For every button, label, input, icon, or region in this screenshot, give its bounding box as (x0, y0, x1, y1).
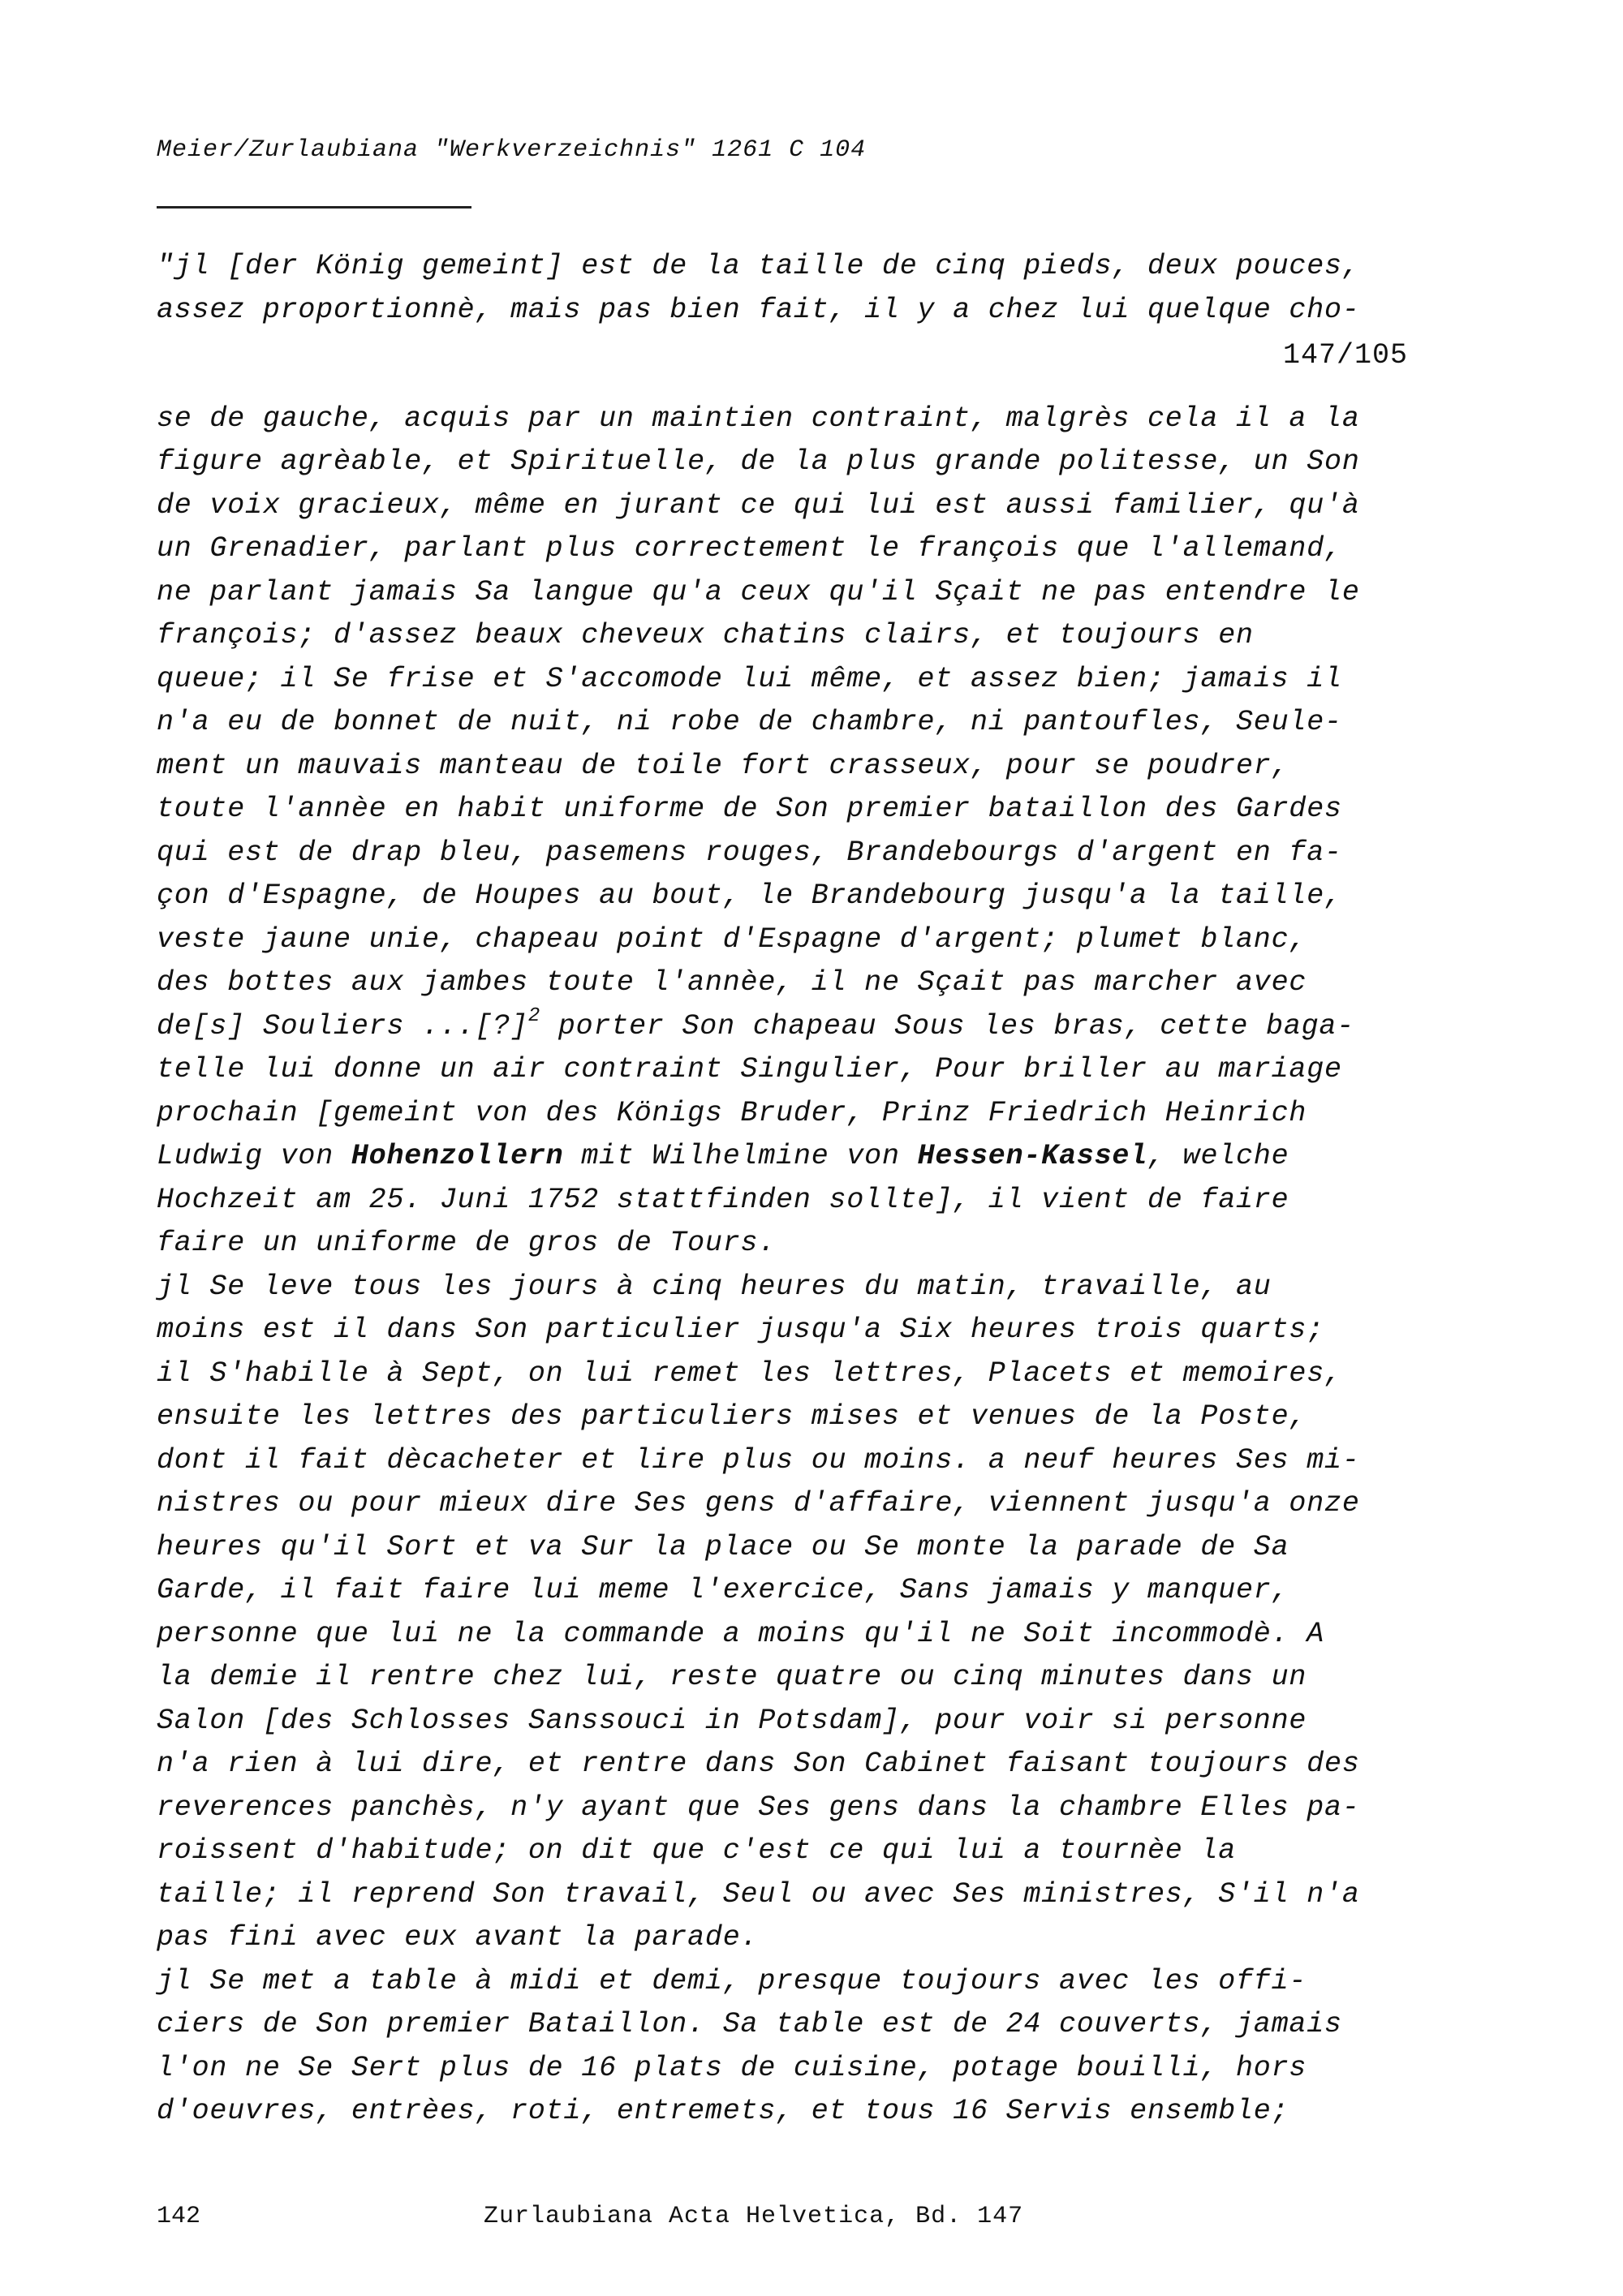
text-line: çon d'Espagne, de Houpes au bout, le Brandebourg jusqu'a la taille, (157, 879, 1342, 912)
text-segment: mit Wilhelmine von (563, 1140, 918, 1172)
bold-name: Hohenzollern (351, 1140, 564, 1172)
text-line: ment un mauvais manteau de toile fort crasseux, pour se poudrer, (157, 750, 1289, 782)
text-line: prochain [gemeint von des Königs Bruder, Prinz Friedrich Heinrich (157, 1097, 1307, 1129)
text-line: la demie il rentre chez lui, reste quatre ou cinq minutes dans un (157, 1661, 1307, 1693)
text-line: qui est de drap bleu, pasemens rouges, Brandebourgs d'argent en fa- (157, 836, 1342, 869)
text-segment: porter Son chapeau Sous les bras, cette baga- (540, 1010, 1355, 1043)
text-segment: de[s] Souliers ...[?] (157, 1010, 528, 1043)
text-line: telle lui donne un air contraint Singulier, Pour briller au mariage (157, 1053, 1342, 1086)
text-line: il S'habille à Sept, on lui remet les lettres, Placets et memoires, (157, 1357, 1342, 1390)
text-line: dont il fait dècacheter et lire plus ou moins. a neuf heures Ses mi- (157, 1444, 1360, 1477)
text-line: jl Se leve tous les jours à cinq heures du matin, travaille, au (157, 1271, 1272, 1303)
text-line: moins est il dans Son particulier jusqu'a Six heures trois quarts; (157, 1314, 1325, 1346)
text-line: n'a rien à lui dire, et rentre dans Son Cabinet faisant toujours des (157, 1748, 1360, 1780)
text-line: un Grenadier, parlant plus correctement le françois que l'allemand, (157, 532, 1342, 565)
text-line: roissent d'habitude; on dit que c'est ce qui lui a tournèe la (157, 1834, 1237, 1867)
text-line: veste jaune unie, chapeau point d'Espagne d'argent; plumet blanc, (157, 923, 1307, 956)
text-line: Salon [des Schlosses Sanssouci in Potsdam], pour voir si personne (157, 1705, 1307, 1737)
header-rule (157, 206, 471, 209)
text-line: se de gauche, acquis par un maintien contraint, malgrès cela il a la (157, 402, 1360, 435)
text-segment: Ludwig von (157, 1140, 351, 1172)
text-line: queue; il Se frise et S'accomode lui même, et assez bien; jamais il (157, 663, 1342, 695)
text-line: Garde, il fait faire lui meme l'exercice, Sans jamais y manquer, (157, 1574, 1289, 1606)
text-line: pas fini avec eux avant la parade. (157, 1921, 759, 1954)
text-line (157, 1140, 1289, 1172)
quote-line: "jl [der König gemeint] est de la taille de cinq pieds, deux pouces, (157, 250, 1360, 282)
text-line: heures qu'il Sort et va Sur la place ou Se monte la parade de Sa (157, 1531, 1289, 1563)
text-line: nistres ou pour mieux dire Ses gens d'affaire, viennent jusqu'a onze (157, 1487, 1360, 1520)
text-line: Hochzeit am 25. Juni 1752 stattfinden sollte], il vient de faire (157, 1184, 1289, 1216)
page-number: 142 (157, 2203, 201, 2230)
text-line: jl Se met a table à midi et demi, presque toujours avec les offi- (157, 1965, 1307, 1997)
text-line: ensuite les lettres des particuliers mises et venues de la Poste, (157, 1400, 1307, 1433)
text-line: toute l'annèe en habit uniforme de Son premier bataillon des Gardes (157, 793, 1342, 825)
text-line: faire un uniforme de gros de Tours. (157, 1227, 777, 1259)
text-line: d'oeuvres, entrèes, roti, entremets, et tous 16 Servis ensemble; (157, 2095, 1289, 2127)
text-line: l'on ne Se Sert plus de 16 plats de cuisine, potage bouilli, hors (157, 2052, 1307, 2084)
text-line (157, 1005, 1355, 1043)
bold-name: Hessen-Kassel (917, 1140, 1148, 1172)
quote-line: assez proportionnè, mais pas bien fait, il y a chez lui quelque cho- (157, 294, 1360, 326)
text-line: reverences panchès, n'y ayant que Ses gens dans la chambre Elles pa- (157, 1791, 1360, 1824)
page-reference: 147/105 (1282, 339, 1408, 372)
text-line: taille; il reprend Son travail, Seul ou avec Ses ministres, S'il n'a (157, 1878, 1360, 1911)
text-line: figure agrèable, et Spirituelle, de la plus grande politesse, un Son (157, 445, 1360, 478)
text-line: ne parlant jamais Sa langue qu'a ceux qu'il Sçait ne pas entendre le (157, 576, 1360, 608)
text-line: n'a eu de bonnet de nuit, ni robe de chambre, ni pantoufles, Seule- (157, 706, 1342, 738)
footnote-marker: 2 (527, 1005, 541, 1027)
running-head: Meier/Zurlaubiana "Werkverzeichnis" 1261 C 104 (157, 136, 867, 164)
text-line: ciers de Son premier Bataillon. Sa table est de 24 couverts, jamais (157, 2008, 1342, 2040)
text-line: des bottes aux jambes toute l'annèe, il ne Sçait pas marcher avec (157, 966, 1307, 999)
text-segment: , welche (1147, 1140, 1289, 1172)
text-line: personne que lui ne la commande a moins qu'il ne Soit incommodè. A (157, 1618, 1325, 1650)
footer-title: Zurlaubiana Acta Helvetica, Bd. 147 (484, 2203, 1024, 2230)
text-line: françois; d'assez beaux cheveux chatins clairs, et toujours en (157, 619, 1254, 651)
text-line: de voix gracieux, même en jurant ce qui lui est aussi familier, qu'à (157, 489, 1360, 522)
